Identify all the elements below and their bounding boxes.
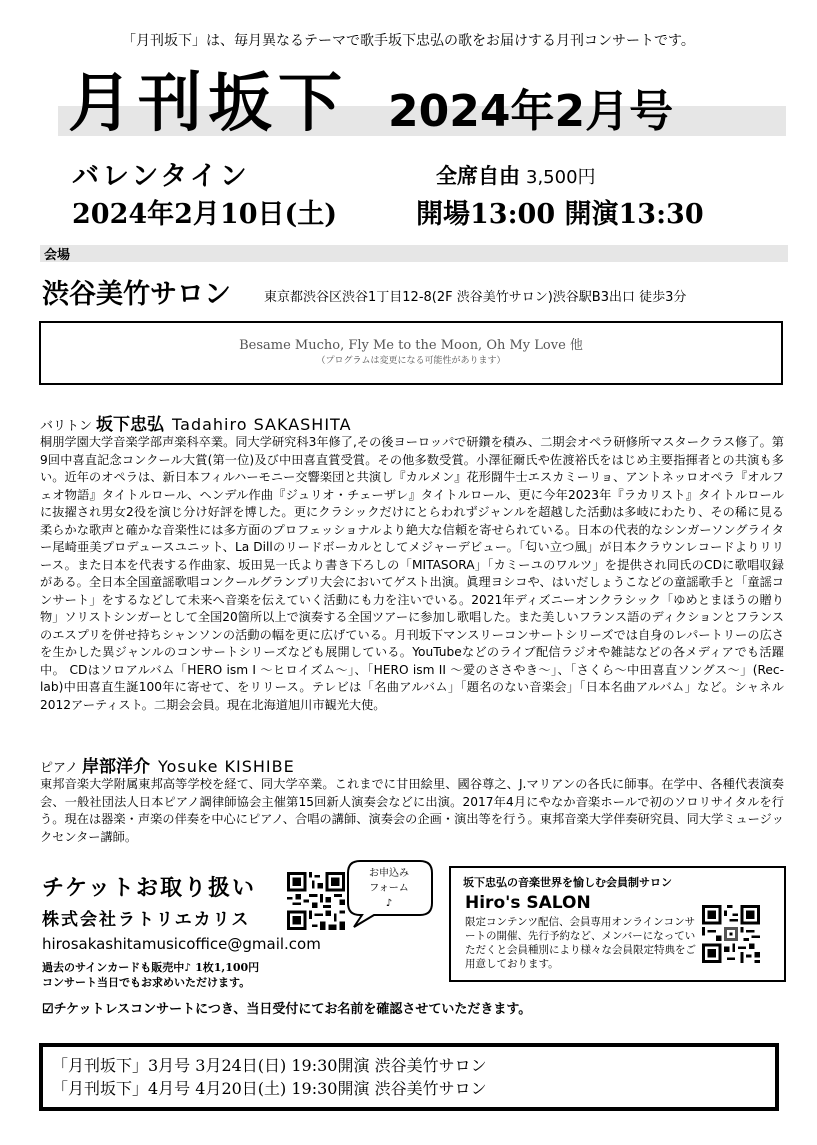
signcard-note [42, 960, 259, 990]
seating-label: 全席自由 [436, 164, 520, 188]
venue-address: 東京都渋谷区渋谷1丁目12-8(2F 渋谷美竹サロン)渋谷駅B3出口 徒歩3分 [264, 290, 687, 305]
ticketless-note: ☑チケットレスコンサートにつき、当日受付にてお名前を確認させていただきます。 [42, 1002, 532, 1017]
artist-role: ピアノ [40, 761, 78, 776]
qr-code-icon[interactable] [702, 905, 760, 963]
artist-name-en: Tadahiro SAKASHITA [172, 415, 352, 434]
bubble-line: フォーム [369, 883, 409, 894]
artist-heading-baritone [40, 410, 352, 435]
concert-date: 2024年2月10日(土) [72, 199, 338, 230]
salon-heading: 坂下忠弘の音楽世界を愉しむ会員制サロン [463, 876, 672, 889]
concert-theme: バレンタイン [72, 161, 250, 192]
tagline: 「月刊坂下」は、毎月異なるテーマで歌手坂下忠弘の歌をお届けする月刊コンサートです。 [122, 33, 695, 49]
venue-label: 会場 [44, 248, 71, 263]
artist-bio: 桐朋学園大学音楽学部声楽科卒業。同大学研究科3年修了,その後ヨーロッパで研鑽を積み、二期会オペラ研修所マスタークラス修了。第9回中喜直記念コンクール大賞(第一位)及び中田喜直賞受賞。その他多数受賞。小澤征爾氏や佐渡裕氏をはじめ主要指揮者との共演も多い。近年のオペラは、新日本フィルハーモニー交響楽団と共演し『カルメン』花形闘牛士エスカミーリョ、アントネッロオペラ『オルフェオ物語』タイトルロール、ヘンデル作曲『ジュリオ・チェーザレ』タイトルロール、更に今年2023年『ラカリスト』タイトルロールに抜擢され男女2役を演じ分け好評を博した。更にクラシックだけにとらわれずジャンルを超越した活動は多岐にわたり、その稀に見る柔らかな歌声と確かな音楽性には多方面のプロフェッショナルより絶大な信頼を寄せられている。日本の代表的なシンガーソングライター尾崎亜美プロデュースユニット、La Dillのリードボーカルとしてメジャーデビュー。「匂い立つ風」が日本クラウンレコードよりリリース。また日本を代表する作曲家、坂田晃一氏より書き下ろしの「MITASORA」「カミーユのワルツ」を提供され同氏のCDに歌唱収録がある。全日本全国童謡歌唱コンクールグランプリ大会においてゲスト出演。眞理ヨシコや、はいだしょうこなどの童謡歌手と「童謡コンサート」をするなどして未来へ音楽を伝えていく活動にも力を注いでいる。2021年ディズニーオンクラシック「ゆめとまほうの贈り物」ソリストシンガーとして全国20箇所以上で演奏する全国ツアーに参加し歌唱した。また美しいフランス語のディクションとフランスのエスプリを併せ持ちシャンソンの活動の幅を更に広げている。月刊坂下マンスリーコンサートシリーズでは自身のレパートリーの広さを生かした異ジャンルのコンサートシリーズなども展開している。YouTubeなどのライブ配信ラジオや雑誌などの各メディアでも活躍中。 CDはソロアルバム「HERO ism I 〜ヒロイズム〜」、「HERO ism II 〜愛のささやき〜」、「さくら〜中田喜直ソングス〜」(Rec-lab)中田喜直生誕100年に寄せて、をリリース。テレビは「名曲アルバム」「題名のない音楽会」「日本名曲アルバム」など。シャネル2012アーティスト。二期会会員。現在北海道旭川市観光大使。 [40, 435, 784, 712]
artist-role: バリトン [40, 419, 93, 434]
artist-name-jp: 坂下忠弘 [96, 415, 165, 435]
artist-bio: 東邦音楽大学附属東邦高等学校を経て、同大学卒業。これまでに甘田絵里、國谷尊之、J.マリアンの各氏に師事。在学中、各種代表演奏会、一般社団法人日本ピアノ調律師協会主催第15回新人演奏会などに出演。2017年4月にやなか音楽ホールで初のソロリサイタルを行う。現在は器楽・声楽の伴奏を中心にピアノ、合唱の講師、演奏会の企画・演出等を行う。東邦音楽大学伴奏研究員、同大学ミュージックセンター講師。 [40, 777, 784, 844]
page-title: 月刊坂下 [68, 67, 348, 141]
upcoming-concert: 「月刊坂下」4月号 4月20日(土) 19:30開演 渋谷美竹サロン [52, 1079, 487, 1098]
salon-description: 限定コンテンツ配信、会員専用オンラインコンサートの開催、先行予約など、メンバーになっていただくと会員種別により様々な会員限定特典をご用意しております。 [465, 916, 696, 970]
signcard-line: 過去のサインカードも販売中♪ 1枚1,100円 [42, 961, 260, 974]
bubble-line: ♪ [385, 898, 393, 909]
application-form-bubble[interactable] [356, 866, 422, 911]
salon-name: Hiro's SALON [465, 893, 591, 913]
artist-name-en: Yosuke KISHIBE [157, 757, 295, 776]
issue-label: 2024年2月号 [388, 86, 674, 137]
artist-heading-piano [40, 752, 295, 777]
door-times: 開場13:00 開演13:30 [416, 199, 704, 230]
venue-band [40, 245, 788, 262]
ticket-title: チケットお取り扱い [42, 875, 257, 901]
program-note: （プログラムは変更になる可能性があります） [316, 356, 506, 366]
seating-info [436, 160, 596, 190]
ticket-company: 株式会社ラトリエカリス [42, 910, 251, 930]
qr-code-icon[interactable] [287, 872, 345, 930]
program-text: Besame Mucho, Fly Me to the Moon, Oh My Love 他 [239, 338, 583, 353]
venue-name: 渋谷美竹サロン [42, 279, 231, 310]
signcard-line: コンサート当日でもお求めいただけます。 [42, 976, 251, 989]
ticket-price: 3,500円 [526, 167, 596, 188]
upcoming-concert: 「月刊坂下」3月号 3月24日(日) 19:30開演 渋谷美竹サロン [52, 1056, 487, 1075]
ticket-email[interactable]: hirosakashitamusicoffice@gmail.com [42, 935, 321, 953]
artist-name-jp: 岸部洋介 [81, 757, 150, 777]
bubble-line: お申込み [369, 868, 409, 879]
